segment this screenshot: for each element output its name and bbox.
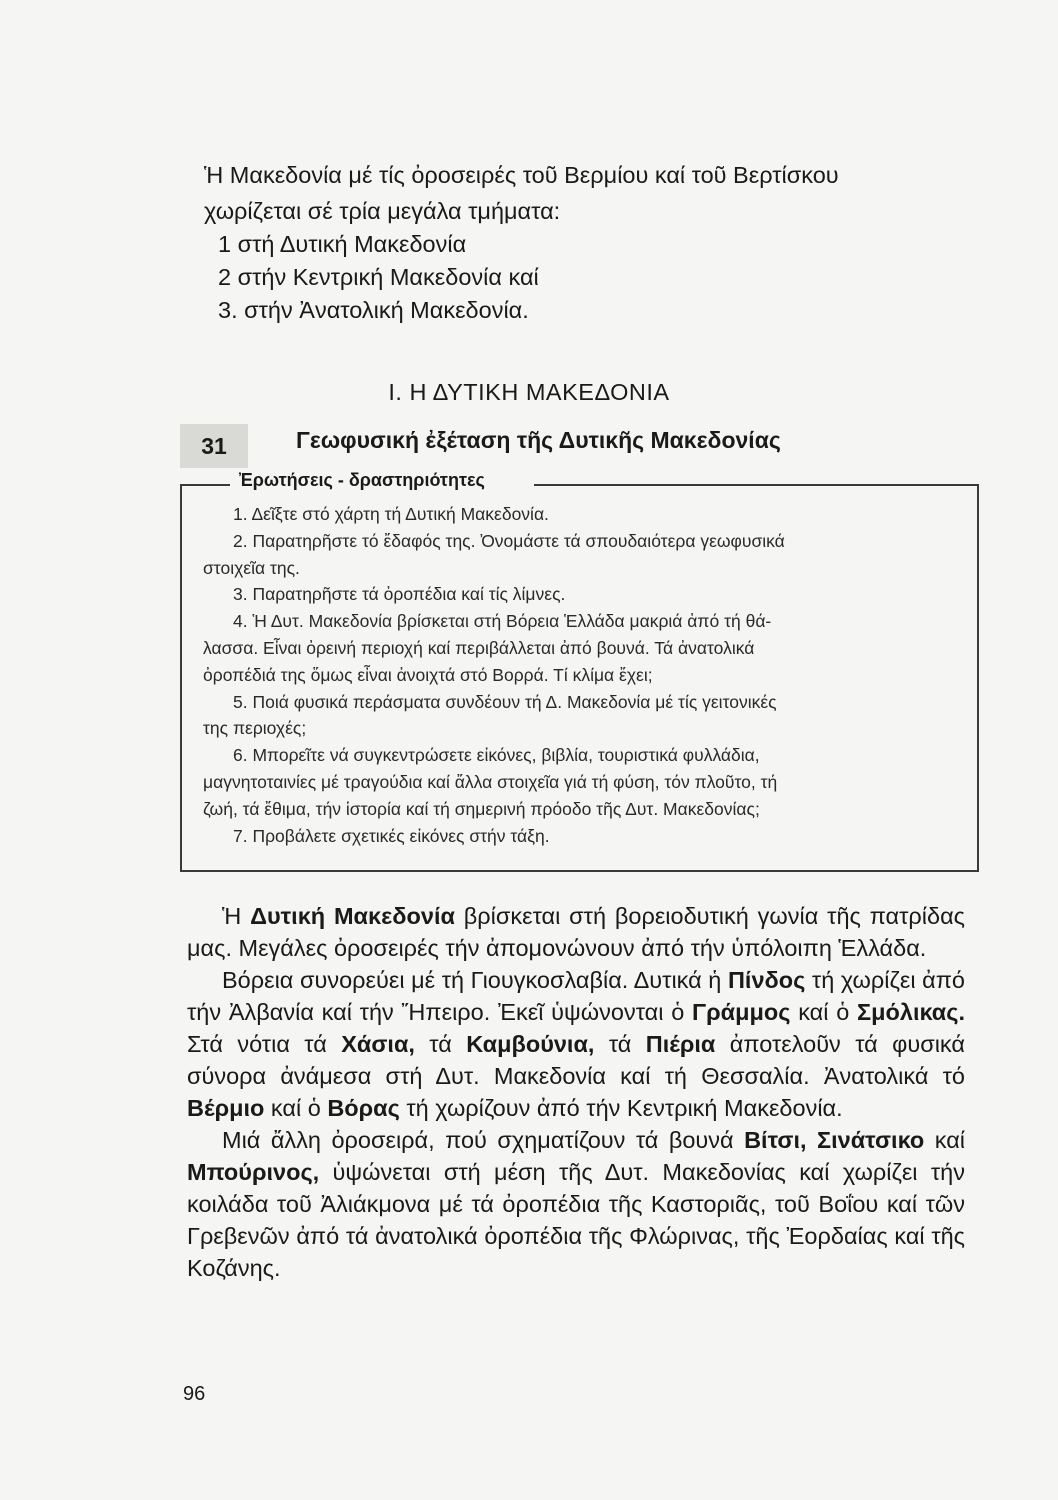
text-run: Στά νότια τά [187, 1031, 342, 1057]
questions-list [203, 501, 963, 849]
bold-term: Βίτσι, Σινάτσικο [744, 1127, 925, 1153]
paragraph-1 [187, 900, 965, 964]
text-run: καί [924, 1127, 965, 1153]
question-line: 7. Προβάλετε σχετικές εἰκόνες στήν τάξη. [233, 825, 550, 846]
text-run: βρίσκεται στή βορειοδυτική γωνία τῆς πατρίδας μας. Μεγάλες ὀροσειρές τήν ἀπομονώνουν ἀπό τήν ὑπόλοιπη Ἑλλάδα. [187, 903, 966, 961]
lesson-title: Γεωφυσική ἐξέταση τῆς Δυτικῆς Μακεδονίας [296, 427, 781, 453]
question-line: 4. Ἡ Δυτ. Μακεδονία βρίσκεται στή Βόρεια Ἑλλάδα μακριά ἀπό τή θά- [233, 611, 772, 632]
paragraph-3 [187, 1124, 965, 1284]
lesson-number: 31 [180, 424, 248, 468]
question-line: 3. Παρατηρῆστε τά ὀροπέδια καί τίς λίμνες. [233, 584, 566, 605]
text-run: ὑψώνεται στή μέση τῆς Δυτ. Μακεδονίας καί χωρίζει τήν κοιλάδα τοῦ Ἀλιάκμονα μέ τά ὀροπέδια τῆς Καστοριᾶς, τοῦ Βοΐου καί τῶν Γρεβενῶν ἀπό τά ἀνατολικά ὀροπέδια τῆς Φλώρινας, τῆς Ἐορδαίας καί τῆς Κοζάνης. [187, 1159, 965, 1281]
bold-term: Χάσια, [341, 1031, 415, 1057]
bold-term: Πίνδος [727, 967, 806, 993]
bold-term: Βέρμιο [187, 1095, 265, 1121]
text-run: ἀποτελοῦν τά φυσικά σύνορα ἀνάμεσα στή Δυτ. Μακεδονία καί τή Θεσσαλία. Ἀνατολικά τό [187, 1031, 965, 1089]
text-run: Ἡ [222, 903, 251, 929]
question-line: μαγνητοταινίες μέ τραγούδια καί ἄλλα στοιχεῖα γιά τή φύση, τόν πλοῦτο, τή [203, 771, 778, 792]
question-line: ζωή, τά ἔθιμα, τήν ἱστορία καί τή σημερινή πρόοδο τῆς Δυτ. Μακεδονίας; [203, 798, 760, 819]
question-line: 1. Δεῖξτε στό χάρτη τή Δυτική Μακεδονία. [233, 504, 549, 524]
text-run: τή χωρίζουν ἀπό τήν Κεντρική Μακεδονία. [399, 1095, 843, 1121]
body-text [187, 900, 965, 1284]
text-run: τά [414, 1031, 467, 1057]
text-run: τά [594, 1031, 646, 1057]
paragraph-2 [187, 964, 965, 1124]
intro-item-1: 1 στή Δυτική Μακεδονία [218, 231, 467, 257]
question-line: 5. Ποιά φυσικά περάσματα συνδέουν τή Δ. Μακεδονία μέ τίς γειτονικές [233, 691, 777, 712]
section-title: Ι. Η ΔΥΤΙΚΗ ΜΑΚΕΔΟΝΙΑ [388, 379, 670, 405]
text-run: Βόρεια συνορεύει μέ τή Γιουγκοσλαβία. Δυτικά ἡ [222, 967, 728, 993]
text-run: καί ὁ [264, 1095, 328, 1121]
intro-item-3: 3. στήν Ἀνατολική Μακεδονία. [218, 297, 529, 323]
intro-line-2: χωρίζεται σέ τρία μεγάλα τμήματα: [204, 198, 561, 224]
bold-term: Σμόλικας. [857, 999, 965, 1025]
text-run: τή χωρίζει ἀπό τήν Ἀλβανία καί τήν Ἤπειρο. Ἐκεῖ ὑψώνονται ὁ [187, 967, 965, 1025]
bold-term: Πιέρια [645, 1031, 716, 1057]
bold-term: Καμβούνια, [466, 1031, 595, 1057]
questions-header: Ἐρωτήσεις - δραστηριότητες [233, 470, 491, 491]
bold-term: Γράμμος [692, 999, 791, 1025]
intro-line-1: Ἡ Μακεδονία μέ τίς ὀροσειρές τοῦ Βερμίου καί τοῦ Βερτίσκου [204, 162, 839, 188]
text-run: καί ὁ [790, 999, 858, 1025]
page-number: 96 [183, 1383, 206, 1405]
question-line: 6. Μπορεῖτε νά συγκεντρώσετε εἰκόνες, βιβλία, τουριστικά φυλλάδια, [233, 745, 760, 766]
text-run: Μιά ἄλλη ὀροσειρά, πού σχηματίζουν τά βουνά [222, 1127, 745, 1153]
question-line: 2. Παρατηρῆστε τό ἔδαφός της. Ὀνομάστε τά σπουδαιότερα γεωφυσικά [233, 530, 785, 551]
question-line: λασσα. Εἶναι ὀρεινή περιοχή καί περιβάλλεται ἀπό βουνά. Τά ἀνατολικά [203, 637, 755, 658]
question-line: στοιχεῖα της. [203, 557, 300, 578]
question-line: της περιοχές; [203, 718, 307, 739]
bold-term: Βόρας [327, 1095, 400, 1121]
bold-term: Δυτική Μακεδονία [250, 903, 455, 929]
intro-item-2: 2 στήν Κεντρική Μακεδονία καί [218, 264, 539, 290]
question-line: ὀροπέδιά της ὅμως εἶναι ἀνοιχτά στό Βορρά. Τί κλίμα ἔχει; [203, 664, 653, 685]
bold-term: Μπούρινος, [187, 1159, 320, 1185]
